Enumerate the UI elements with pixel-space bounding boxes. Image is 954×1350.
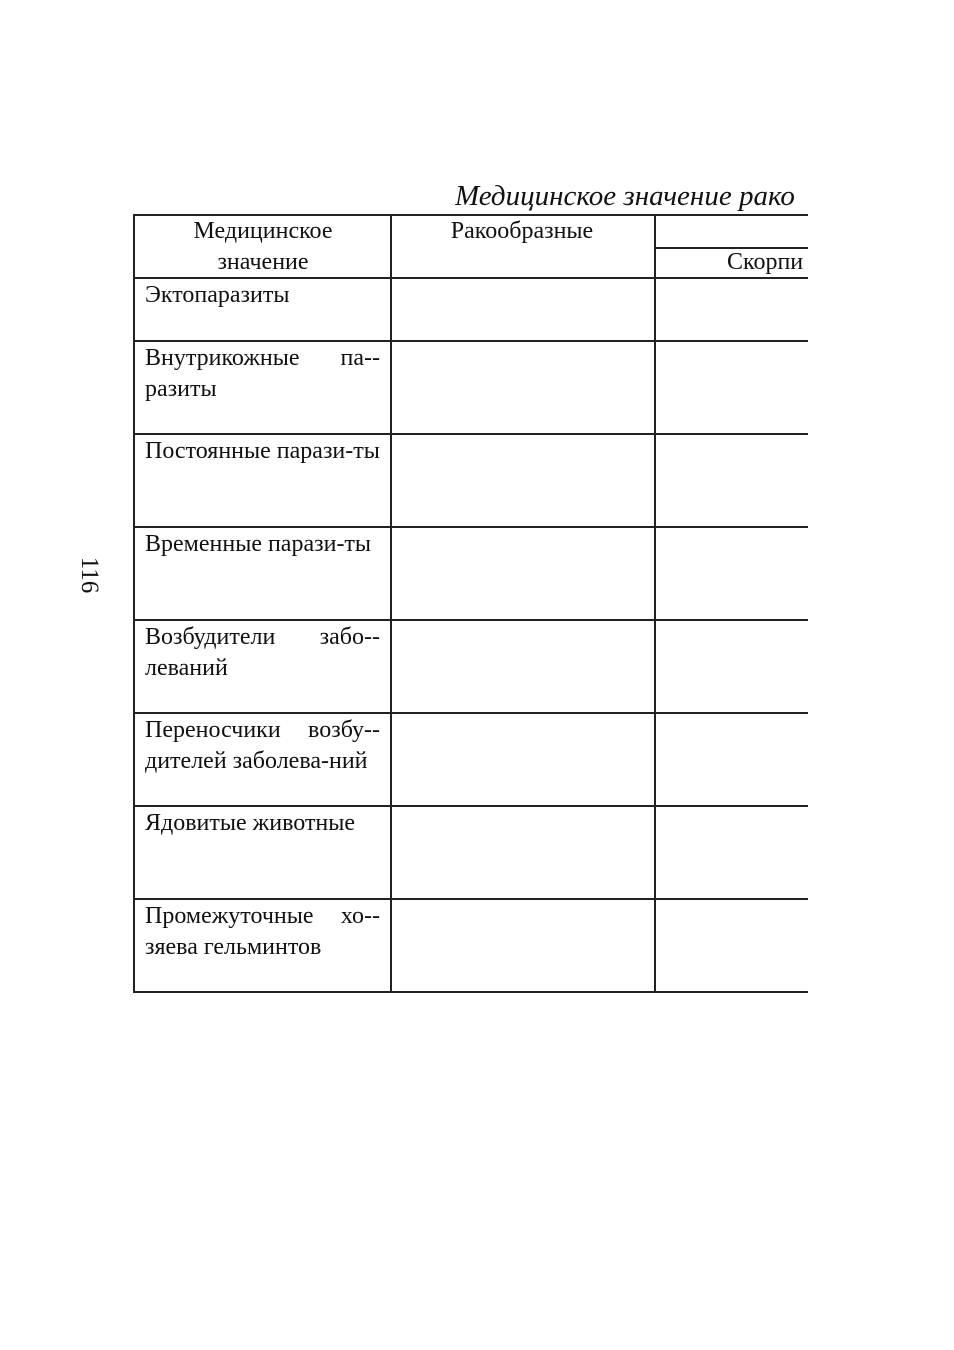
table-title: Медицинское значение рако [455,180,795,212]
row-label-venomous-animals: Ядовитые животные [145,810,356,836]
row-label-permanent-parasites: Постоянные парази-ты [145,438,380,464]
row-label-intradermal-parasites: Внутрикожные па-разиты [145,345,380,402]
row-label-intermediate-hosts: Промежуточные хо-зяева гельминтов [145,903,380,960]
table-border-left [133,214,135,992]
row-label-disease-vectors: Переносчики возбу-дителей заболева-ний [145,717,380,774]
medical-significance-table [133,214,808,994]
table-border-bottom [133,991,808,993]
row-label-ectoparasites: Эктопаразиты [145,282,290,308]
column-divider [654,214,656,992]
row-label-pathogens: Возбудители забо-леваний [145,624,380,681]
header-scorpions: Скорпи [727,249,804,275]
column-divider [390,214,392,992]
header-crustaceans: Ракообразные [450,218,594,244]
header-medical-significance: Медицинское значение [193,218,333,275]
row-label-temporary-parasites: Временные парази-ты [145,531,372,557]
page-number: 116 [76,556,103,594]
